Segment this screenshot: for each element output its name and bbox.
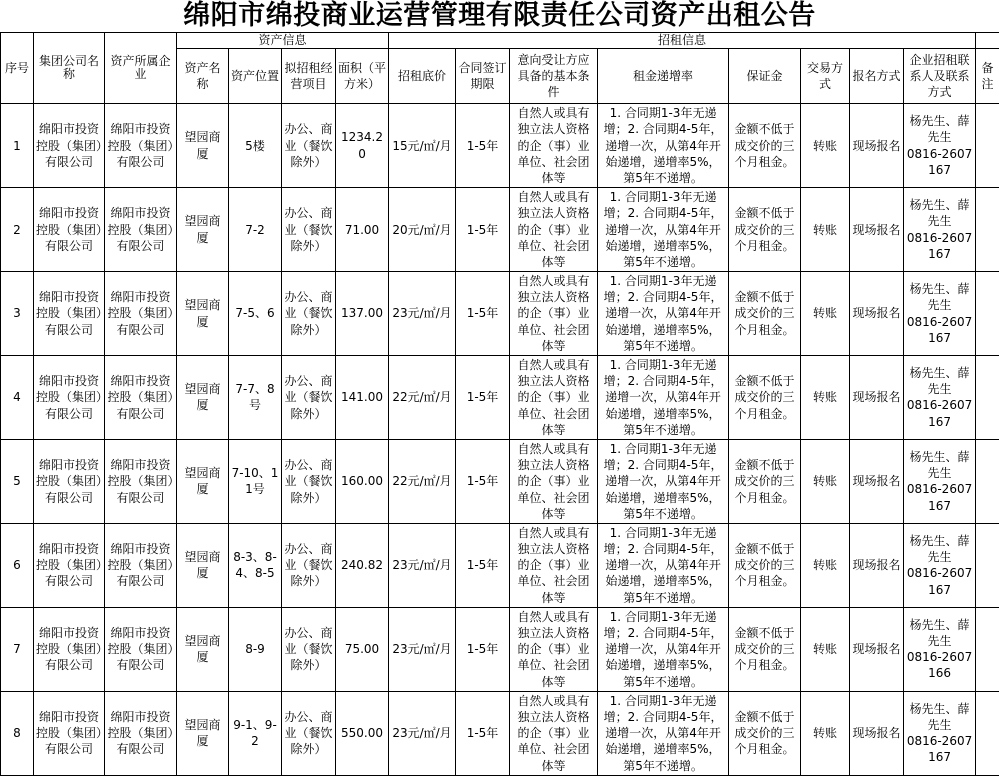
cell-asset-location: 7-2: [229, 188, 282, 272]
cell-registration: 现场报名: [850, 523, 904, 607]
cell-group-company: 绵阳市投资控股（集团）有限公司: [34, 523, 105, 607]
cell-asset-name: 望园商厦: [177, 691, 229, 775]
cell-rent-increase: 1. 合同期1-3年无递增；2. 合同期4-5年，递增一次，从第4年开始递增，递增率5%，第5年不递增。: [598, 188, 729, 272]
cell-base-price: 15元/㎡/月: [389, 104, 456, 188]
cell-rent-increase: 1. 合同期1-3年无递增；2. 合同期4-5年，递增一次，从第4年开始递增，递增率5%，第5年不递增。: [598, 439, 729, 523]
cell-business-items: 办公、商业（餐饮除外）: [282, 356, 336, 440]
contact-name: 杨先生、薛先生: [906, 365, 973, 397]
cell-business-items: 办公、商业（餐饮除外）: [282, 523, 336, 607]
cell-contact: [904, 272, 976, 356]
cell-remark: [976, 272, 999, 356]
cell-asset-owner: 绵阳市投资控股（集团）有限公司: [105, 523, 177, 607]
cell-group-company: 绵阳市投资控股（集团）有限公司: [34, 607, 105, 691]
cell-rent-increase: 1. 合同期1-3年无递增；2. 合同期4-5年，递增一次，从第4年开始递增，递增率5%，第5年不递增。: [598, 356, 729, 440]
cell-asset-owner: 绵阳市投资控股（集团）有限公司: [105, 188, 177, 272]
contact-phone: 0816-2607167: [906, 314, 973, 346]
cell-group-company: 绵阳市投资控股（集团）有限公司: [34, 188, 105, 272]
cell-serial: 8: [1, 691, 34, 775]
cell-area: 141.00: [336, 356, 389, 440]
cell-contact: [904, 104, 976, 188]
cell-area: 75.00: [336, 607, 389, 691]
contact-name: 杨先生、薛先生: [906, 701, 973, 733]
col-contract-term: 合同签订期限: [456, 49, 510, 104]
cell-asset-owner: 绵阳市投资控股（集团）有限公司: [105, 607, 177, 691]
cell-rent-increase: 1. 合同期1-3年无递增；2. 合同期4-5年，递增一次，从第4年开始递增，递增率5%，第5年不递增。: [598, 272, 729, 356]
table-header: [1, 33, 999, 104]
contact-name: 杨先生、薛先生: [906, 449, 973, 481]
cell-contract-term: 1-5年: [456, 272, 510, 356]
cell-serial: 6: [1, 523, 34, 607]
cell-business-items: 办公、商业（餐饮除外）: [282, 272, 336, 356]
table-row: [1, 272, 999, 356]
cell-conditions: 自然人或具有独立法人资格的企（事）业单位、社会团体等: [510, 272, 598, 356]
group-header-rental-info: 招租信息: [389, 33, 976, 49]
contact-phone: 0816-2607167: [906, 481, 973, 513]
cell-deposit: 金额不低于成交价的三个月租金。: [729, 356, 801, 440]
col-registration: 报名方式: [850, 49, 904, 104]
cell-base-price: 23元/㎡/月: [389, 607, 456, 691]
cell-contract-term: 1-5年: [456, 523, 510, 607]
cell-asset-owner: 绵阳市投资控股（集团）有限公司: [105, 104, 177, 188]
contact-name: 杨先生、薛先生: [906, 617, 973, 649]
cell-registration: 现场报名: [850, 188, 904, 272]
col-serial: 序号: [1, 33, 34, 104]
cell-deposit: 金额不低于成交价的三个月租金。: [729, 104, 801, 188]
cell-contract-term: 1-5年: [456, 104, 510, 188]
cell-base-price: 23元/㎡/月: [389, 691, 456, 775]
cell-registration: 现场报名: [850, 104, 904, 188]
cell-conditions: 自然人或具有独立法人资格的企（事）业单位、社会团体等: [510, 356, 598, 440]
cell-conditions: 自然人或具有独立法人资格的企（事）业单位、社会团体等: [510, 439, 598, 523]
col-contact: 企业招租联系人及联系方式: [904, 49, 976, 104]
cell-registration: 现场报名: [850, 691, 904, 775]
col-conditions: 意向受让方应具备的基本条件: [510, 49, 598, 104]
cell-conditions: 自然人或具有独立法人资格的企（事）业单位、社会团体等: [510, 104, 598, 188]
contact-name: 杨先生、薛先生: [906, 281, 973, 313]
table-row: [1, 188, 999, 272]
cell-group-company: 绵阳市投资控股（集团）有限公司: [34, 439, 105, 523]
table-row: [1, 691, 999, 775]
cell-contact: [904, 607, 976, 691]
cell-rent-increase: 1. 合同期1-3年无递增；2. 合同期4-5年，递增一次，从第4年开始递增，递增率5%，第5年不递增。: [598, 691, 729, 775]
cell-remark: [976, 523, 999, 607]
cell-asset-owner: 绵阳市投资控股（集团）有限公司: [105, 272, 177, 356]
cell-registration: 现场报名: [850, 356, 904, 440]
cell-contract-term: 1-5年: [456, 607, 510, 691]
col-deposit: 保证金: [729, 49, 801, 104]
contact-phone: 0816-2607167: [906, 230, 973, 262]
cell-group-company: 绵阳市投资控股（集团）有限公司: [34, 272, 105, 356]
col-business-items: 拟招租经营项目: [282, 49, 336, 104]
col-group-company: 集团公司名称: [34, 33, 105, 104]
cell-asset-owner: 绵阳市投资控股（集团）有限公司: [105, 691, 177, 775]
cell-serial: 4: [1, 356, 34, 440]
cell-asset-location: 7-10、11号: [229, 439, 282, 523]
cell-base-price: 20元/㎡/月: [389, 188, 456, 272]
cell-area: 160.00: [336, 439, 389, 523]
cell-remark: [976, 607, 999, 691]
cell-asset-name: 望园商厦: [177, 439, 229, 523]
cell-transaction: 转账: [801, 188, 850, 272]
page-title: 绵阳市绵投商业运营管理有限责任公司资产出租公告: [0, 0, 999, 32]
cell-deposit: 金额不低于成交价的三个月租金。: [729, 523, 801, 607]
cell-contract-term: 1-5年: [456, 439, 510, 523]
cell-rent-increase: 1. 合同期1-3年无递增；2. 合同期4-5年，递增一次，从第4年开始递增，递增率5%，第5年不递增。: [598, 104, 729, 188]
contact-phone: 0816-2607167: [906, 733, 973, 765]
col-asset-name: 资产名称: [177, 49, 229, 104]
cell-contact: [904, 356, 976, 440]
table-body: [1, 104, 999, 776]
cell-contract-term: 1-5年: [456, 188, 510, 272]
cell-area: 550.00: [336, 691, 389, 775]
cell-asset-location: 8-9: [229, 607, 282, 691]
col-area: 面积（平方米）: [336, 49, 389, 104]
cell-deposit: 金额不低于成交价的三个月租金。: [729, 188, 801, 272]
cell-contact: [904, 188, 976, 272]
cell-area: 240.82: [336, 523, 389, 607]
cell-base-price: 23元/㎡/月: [389, 523, 456, 607]
cell-asset-location: 7-7、8号: [229, 356, 282, 440]
cell-registration: 现场报名: [850, 272, 904, 356]
cell-asset-location: 5楼: [229, 104, 282, 188]
cell-contract-term: 1-5年: [456, 356, 510, 440]
cell-business-items: 办公、商业（餐饮除外）: [282, 104, 336, 188]
cell-group-company: 绵阳市投资控股（集团）有限公司: [34, 691, 105, 775]
cell-remark: [976, 691, 999, 775]
cell-group-company: 绵阳市投资控股（集团）有限公司: [34, 104, 105, 188]
cell-remark: [976, 356, 999, 440]
cell-base-price: 22元/㎡/月: [389, 439, 456, 523]
cell-conditions: 自然人或具有独立法人资格的企（事）业单位、社会团体等: [510, 691, 598, 775]
cell-asset-location: 9-1、9-2: [229, 691, 282, 775]
cell-contract-term: 1-5年: [456, 691, 510, 775]
cell-serial: 1: [1, 104, 34, 188]
cell-serial: 7: [1, 607, 34, 691]
cell-transaction: 转账: [801, 607, 850, 691]
cell-transaction: 转账: [801, 356, 850, 440]
cell-business-items: 办公、商业（餐饮除外）: [282, 188, 336, 272]
header-group-row: [1, 33, 999, 49]
cell-transaction: 转账: [801, 691, 850, 775]
cell-transaction: 转账: [801, 523, 850, 607]
cell-business-items: 办公、商业（餐饮除外）: [282, 439, 336, 523]
cell-contact: [904, 439, 976, 523]
cell-rent-increase: 1. 合同期1-3年无递增；2. 合同期4-5年，递增一次，从第4年开始递增，递增率5%，第5年不递增。: [598, 607, 729, 691]
contact-name: 杨先生、薛先生: [906, 533, 973, 565]
cell-area: 1234.20: [336, 104, 389, 188]
cell-asset-name: 望园商厦: [177, 188, 229, 272]
cell-asset-name: 望园商厦: [177, 607, 229, 691]
cell-asset-owner: 绵阳市投资控股（集团）有限公司: [105, 439, 177, 523]
cell-serial: 3: [1, 272, 34, 356]
table-row: [1, 104, 999, 188]
cell-deposit: 金额不低于成交价的三个月租金。: [729, 272, 801, 356]
table-row: [1, 523, 999, 607]
cell-base-price: 22元/㎡/月: [389, 356, 456, 440]
cell-rent-increase: 1. 合同期1-3年无递增；2. 合同期4-5年，递增一次，从第4年开始递增，递增率5%，第5年不递增。: [598, 523, 729, 607]
cell-asset-owner: 绵阳市投资控股（集团）有限公司: [105, 356, 177, 440]
cell-asset-location: 8-3、8-4、8-5: [229, 523, 282, 607]
rental-table: [0, 32, 999, 776]
cell-asset-name: 望园商厦: [177, 272, 229, 356]
cell-registration: 现场报名: [850, 607, 904, 691]
cell-remark: [976, 104, 999, 188]
cell-base-price: 23元/㎡/月: [389, 272, 456, 356]
cell-group-company: 绵阳市投资控股（集团）有限公司: [34, 356, 105, 440]
cell-transaction: 转账: [801, 272, 850, 356]
contact-phone: 0816-2607167: [906, 565, 973, 597]
col-asset-location: 资产位置: [229, 49, 282, 104]
cell-deposit: 金额不低于成交价的三个月租金。: [729, 439, 801, 523]
cell-remark: [976, 439, 999, 523]
cell-area: 137.00: [336, 272, 389, 356]
cell-asset-location: 7-5、6: [229, 272, 282, 356]
col-rent-increase: 租金递增率: [598, 49, 729, 104]
group-header-asset-info: 资产信息: [177, 33, 389, 49]
table-row: [1, 356, 999, 440]
cell-business-items: 办公、商业（餐饮除外）: [282, 691, 336, 775]
cell-asset-name: 望园商厦: [177, 104, 229, 188]
contact-name: 杨先生、薛先生: [906, 197, 973, 229]
cell-serial: 5: [1, 439, 34, 523]
cell-area: 71.00: [336, 188, 389, 272]
cell-contact: [904, 691, 976, 775]
cell-serial: 2: [1, 188, 34, 272]
cell-transaction: 转账: [801, 104, 850, 188]
cell-conditions: 自然人或具有独立法人资格的企（事）业单位、社会团体等: [510, 607, 598, 691]
col-transaction: 交易方式: [801, 49, 850, 104]
col-base-price: 招租底价: [389, 49, 456, 104]
table-row: [1, 439, 999, 523]
cell-business-items: 办公、商业（餐饮除外）: [282, 607, 336, 691]
cell-deposit: 金额不低于成交价的三个月租金。: [729, 691, 801, 775]
cell-asset-name: 望园商厦: [177, 523, 229, 607]
cell-registration: 现场报名: [850, 439, 904, 523]
table-row: [1, 607, 999, 691]
contact-name: 杨先生、薛先生: [906, 113, 973, 145]
cell-transaction: 转账: [801, 439, 850, 523]
col-remark: 备注: [976, 49, 999, 104]
cell-conditions: 自然人或具有独立法人资格的企（事）业单位、社会团体等: [510, 523, 598, 607]
contact-phone: 0816-2607167: [906, 146, 973, 178]
contact-phone: 0816-2607166: [906, 649, 973, 681]
cell-deposit: 金额不低于成交价的三个月租金。: [729, 607, 801, 691]
cell-conditions: 自然人或具有独立法人资格的企（事）业单位、社会团体等: [510, 188, 598, 272]
cell-remark: [976, 188, 999, 272]
remark-spacer-cell: [976, 33, 999, 49]
cell-contact: [904, 523, 976, 607]
contact-phone: 0816-2607167: [906, 397, 973, 429]
cell-asset-name: 望园商厦: [177, 356, 229, 440]
col-asset-owner: 资产所属企业: [105, 33, 177, 104]
